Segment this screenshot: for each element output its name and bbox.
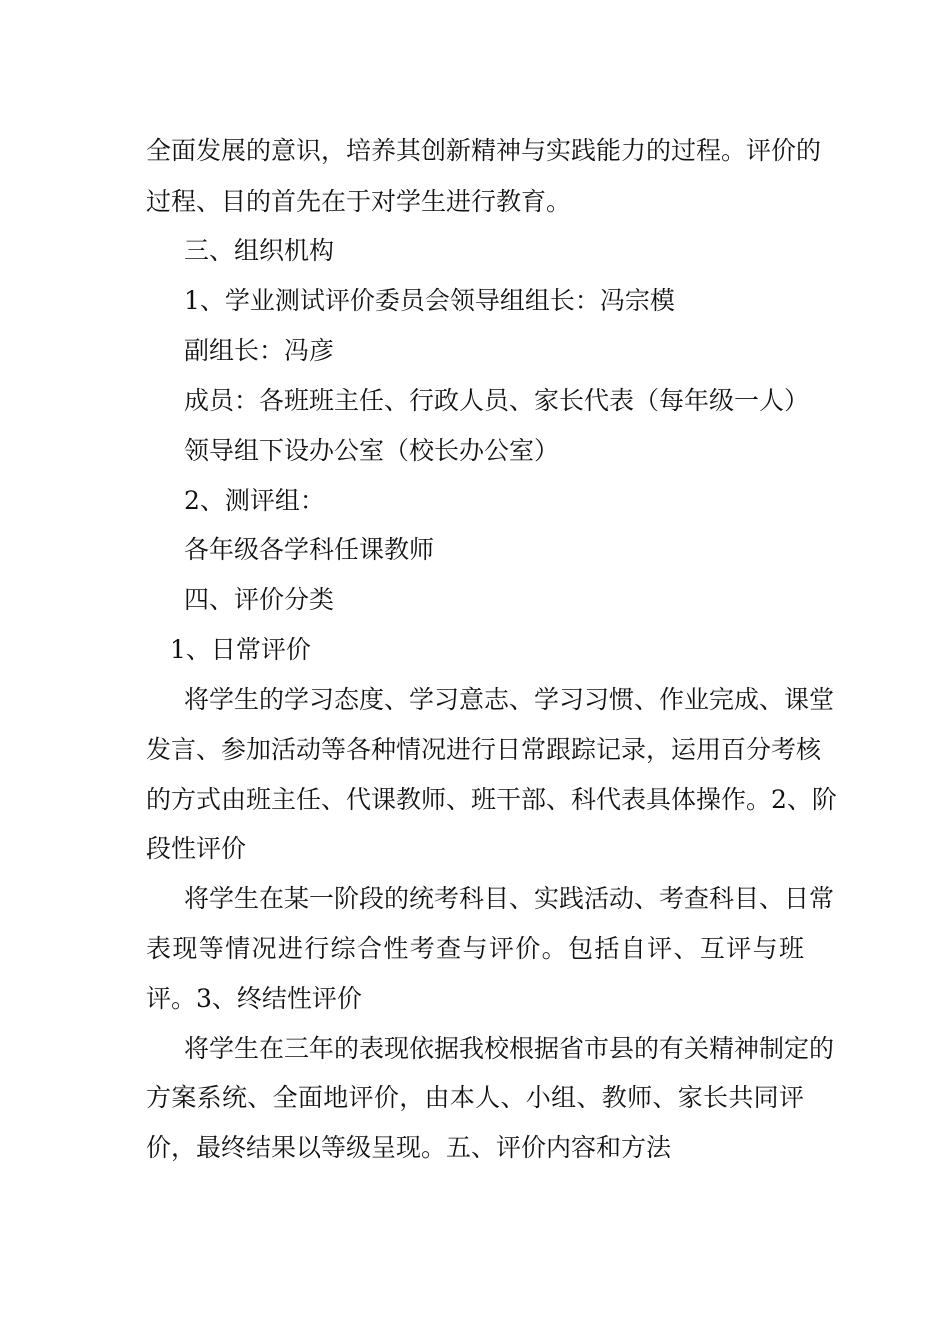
body-text-line: 各年级各学科任课教师 — [184, 535, 435, 564]
body-text-line: 评。3、终结性评价 — [146, 984, 362, 1013]
body-text-line: 领导组下设办公室（校长办公室） — [184, 436, 560, 465]
body-text-line: 1、学业测试评价委员会领导组组长：冯宗模 — [184, 286, 675, 315]
body-text-line: 2、测评组： — [184, 486, 325, 515]
body-text-line: 副组长：冯彦 — [184, 336, 335, 365]
body-text-line: 表现等情况进行综合性考查与评价。包括自评、互评与班 — [146, 934, 804, 963]
subsection-heading: 1、日常评价 — [170, 635, 311, 664]
body-text-line: 方案系统、全面地评价，由本人、小组、教师、家长共同评 — [146, 1083, 804, 1112]
body-text-line: 的方式由班主任、代课教师、班干部、科代表具体操作。2、阶 — [146, 785, 837, 814]
body-text-line: 成员：各班班主任、行政人员、家长代表（每年级一人） — [184, 386, 810, 415]
body-text-line: 过程、目的首先在于对学生进行教育。 — [146, 187, 572, 216]
section-heading: 三、组织机构 — [184, 236, 335, 265]
body-text-line: 将学生在三年的表现依据我校根据省市县的有关精神制定的 — [184, 1034, 835, 1063]
section-heading: 四、评价分类 — [184, 585, 335, 614]
body-text-line: 段性评价 — [146, 834, 247, 863]
body-text-line: 将学生的学习态度、学习意志、学习习惯、作业完成、课堂 — [184, 685, 835, 714]
body-text-line: 价，最终结果以等级呈现。五、评价内容和方法 — [146, 1133, 672, 1162]
body-text-line: 将学生在某一阶段的统考科目、实践活动、考查科目、日常 — [184, 884, 835, 913]
body-text-line: 全面发展的意识，培养其创新精神与实践能力的过程。评价的 — [146, 136, 822, 165]
body-text-line: 发言、参加活动等各种情况进行日常跟踪记录，运用百分考核 — [146, 735, 822, 764]
